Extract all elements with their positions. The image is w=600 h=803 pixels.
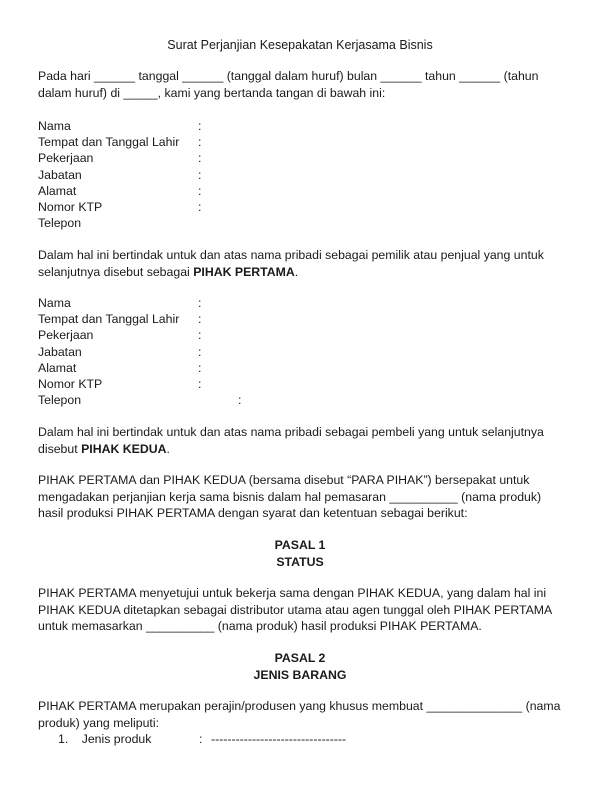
pasal-1-number: PASAL 1 [274,538,326,552]
field-label: Jabatan [38,167,82,182]
field-colon: : [198,183,202,198]
field-label: Pekerjaan [38,151,94,166]
field-row [38,183,338,199]
agreement-paragraph [38,472,563,522]
pihak-kedua-label: PIHAK KEDUA [81,441,167,456]
field-label: Pekerjaan [38,328,94,343]
pasal-2-heading: JENIS BARANG [253,668,347,682]
pasal-2-paragraph [38,698,563,731]
field-colon: : [198,376,202,391]
field-colon: : [198,199,202,214]
pasal-1-line-2: PIHAK KEDUA ditetapkan sebagai distributor utama atau agen tunggal oleh PIHAK PERTAMA [38,602,553,617]
field-row [38,118,338,134]
field-label: Nama [38,119,71,133]
item-colon: : [199,732,203,746]
item-dash-line: --------------------------------- [211,732,347,746]
pasal-1-line-1: PIHAK PERTAMA menyetujui untuk bekerja sama dengan PIHAK KEDUA, yang dalam hal ini [38,586,547,600]
field-colon: : [198,344,202,359]
field-row [38,199,338,215]
field-row [38,327,338,343]
agreement-line-1: PIHAK PERTAMA dan PIHAK KEDUA (bersama disebut “PARA PIHAK”) bersepakat untuk [38,473,530,487]
field-label: Nomor KTP [38,376,103,391]
party-1-line-2-pre: selanjutnya disebut sebagai [38,264,194,279]
field-colon: : [198,312,202,327]
field-label: Jabatan [38,344,82,359]
pasal-2-line-2: produk) yang meliputi: [38,715,159,730]
item-label: Jenis produk [81,732,152,746]
party-1-fields [38,118,338,231]
intro-line-2: dalam huruf) di _____, kami yang bertanda tangan di bawah ini: [38,85,386,100]
pasal-2-line-1: PIHAK PERTAMA merupakan perajin/produsen yang khusus membuat ______________ (nama [38,699,561,713]
field-label: Tempat dan Tanggal Lahir [38,312,180,327]
intro-line-1: Pada hari ______ tanggal ______ (tanggal dalam huruf) bulan ______ tahun ______ (tahun [38,69,539,83]
party-1-paragraph [38,247,563,280]
party-2-line-2-pre: disebut [38,441,82,456]
item-number: 1. [58,732,69,746]
party-1-line-2-post: . [294,264,299,279]
field-row [38,167,338,183]
field-colon: : [198,360,202,375]
field-label: Telepon [38,393,82,408]
pasal-1-line-3: untuk memasarkan __________ (nama produk) hasil produksi PIHAK PERTAMA. [38,619,482,633]
field-colon: : [198,135,202,150]
field-label: Telepon [38,216,82,231]
field-row [38,134,338,150]
pasal-1-heading: STATUS [276,555,324,569]
field-label: Tempat dan Tanggal Lahir [38,135,180,150]
field-row [38,150,338,166]
field-row [38,311,338,327]
field-label: Alamat [38,183,77,198]
document-title: Surat Perjanjian Kesepakatan Kerjasama Bisnis [167,38,433,52]
list-item [58,731,347,747]
field-label: Nama [38,296,71,310]
agreement-line-2: mengadakan perjanjian kerja sama bisnis dalam hal pemasaran __________ (nama produk) [38,489,542,504]
party-2-paragraph [38,424,563,457]
field-row [38,215,338,231]
field-row [38,392,338,408]
party-2-fields [38,295,338,408]
field-row [38,360,338,376]
field-colon: : [238,393,242,408]
field-row [38,344,338,360]
field-colon: : [198,119,202,133]
field-colon: : [198,151,202,166]
field-row [38,376,338,392]
pihak-pertama-label: PIHAK PERTAMA [193,264,295,279]
intro-paragraph [38,68,563,101]
party-2-line-2-post: . [166,441,170,456]
field-colon: : [198,328,202,343]
field-colon: : [198,167,202,182]
pasal-1-paragraph [38,585,563,635]
field-label: Alamat [38,360,77,375]
pasal-2-number: PASAL 2 [274,651,326,665]
party-1-line-1: Dalam hal ini bertindak untuk dan atas nama pribadi sebagai pemilik atau penjual yang untuk [38,248,544,262]
field-colon: : [198,296,202,310]
party-2-line-1: Dalam hal ini bertindak untuk dan atas nama pribadi sebagai pembeli yang untuk selanjutnya [38,425,544,439]
agreement-line-3: hasil produksi PIHAK PERTAMA dengan syarat dan ketentuan sebagai berikut: [38,506,468,520]
field-row [38,295,338,311]
field-label: Nomor KTP [38,199,103,214]
